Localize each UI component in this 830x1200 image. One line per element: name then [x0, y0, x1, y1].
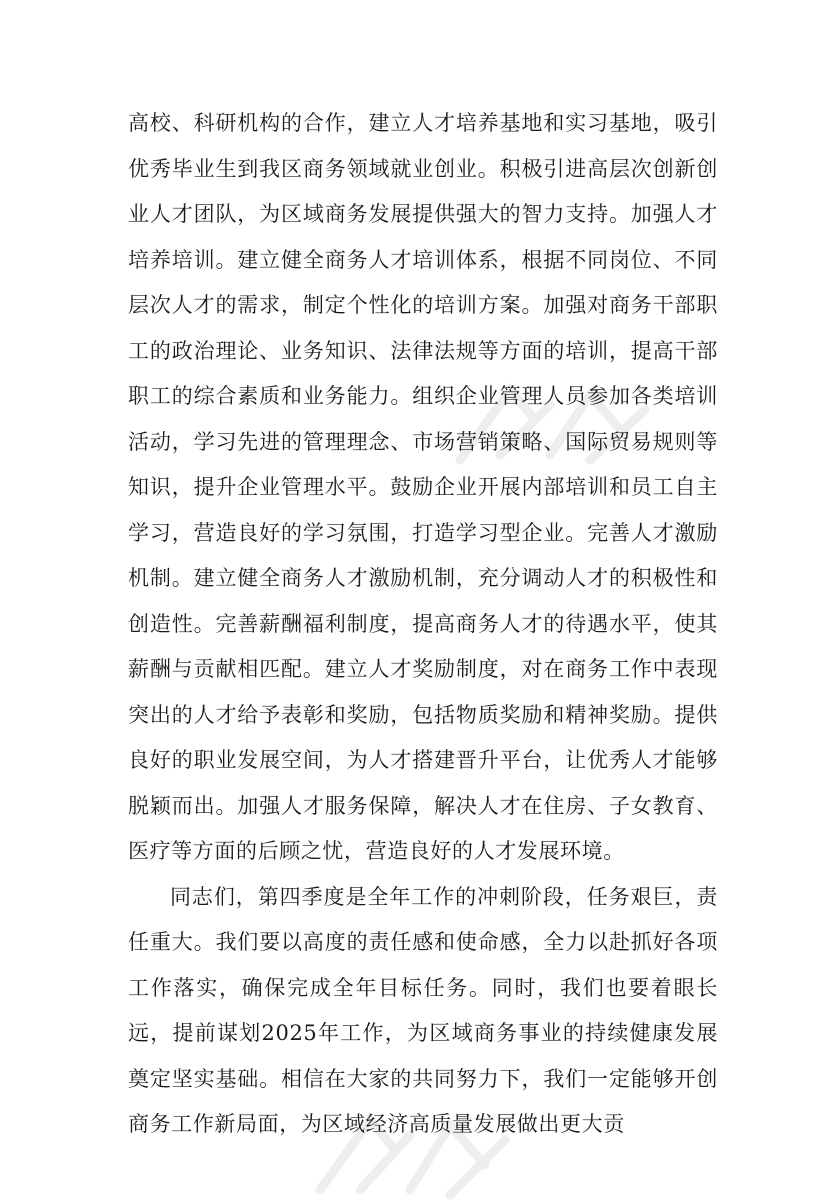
body-text [128, 101, 718, 1148]
paragraph-talent-development: 高校、科研机构的合作，建立人才培养基地和实习基地，吸引优秀毕业生到我区商务领域就业创业。积极引进高层次创新创业人才团队，为区域商务发展提供强大的智力支持。加强人才培养培训。建立健全商务人才培训体系，根据不同岗位、不同层次人才的需求，制定个性化的培训方案。加强对商务干部职工的政治理论、业务知识、法律法规等方面的培训，提高干部职工的综合素质和业务能力。组织企业管理人员参加各类培训活动，学习先进的管理理念、市场营销策略、国际贸易规则等知识，提升企业管理水平。鼓励企业开展内部培训和员工自主学习，营造良好的学习氛围，打造学习型企业。完善人才激励机制。建立健全商务人才激励机制，充分调动人才的积极性和创造性。完善薪酬福利制度，提高商务人才的待遇水平，使其薪酬与贡献相匹配。建立人才奖励制度，对在商务工作中表现突出的人才给予表彰和奖励，包括物质奖励和精神奖励。提供良好的职业发展空间，为人才搭建晋升平台，让优秀人才能够脱颖而出。加强人才服务保障，解决人才在住房、子女教育、医疗等方面的后顾之忧，营造良好的人才发展环境。 [128, 111, 718, 863]
paragraph-closing-remarks: 同志们，第四季度是全年工作的冲刺阶段，任务艰巨，责任重大。我们要以高度的责任感和使命感，全力以赴抓好各项工作落实，确保完成全年目标任务。同时，我们也要着眼长远，提前谋划2025年工作，为区域商务事业的持续健康发展奠定坚实基础。相信在大家的共同努力下，我们一定能够开创商务工作新局面，为区域经济高质量发展做出更大贡 [128, 884, 718, 1136]
